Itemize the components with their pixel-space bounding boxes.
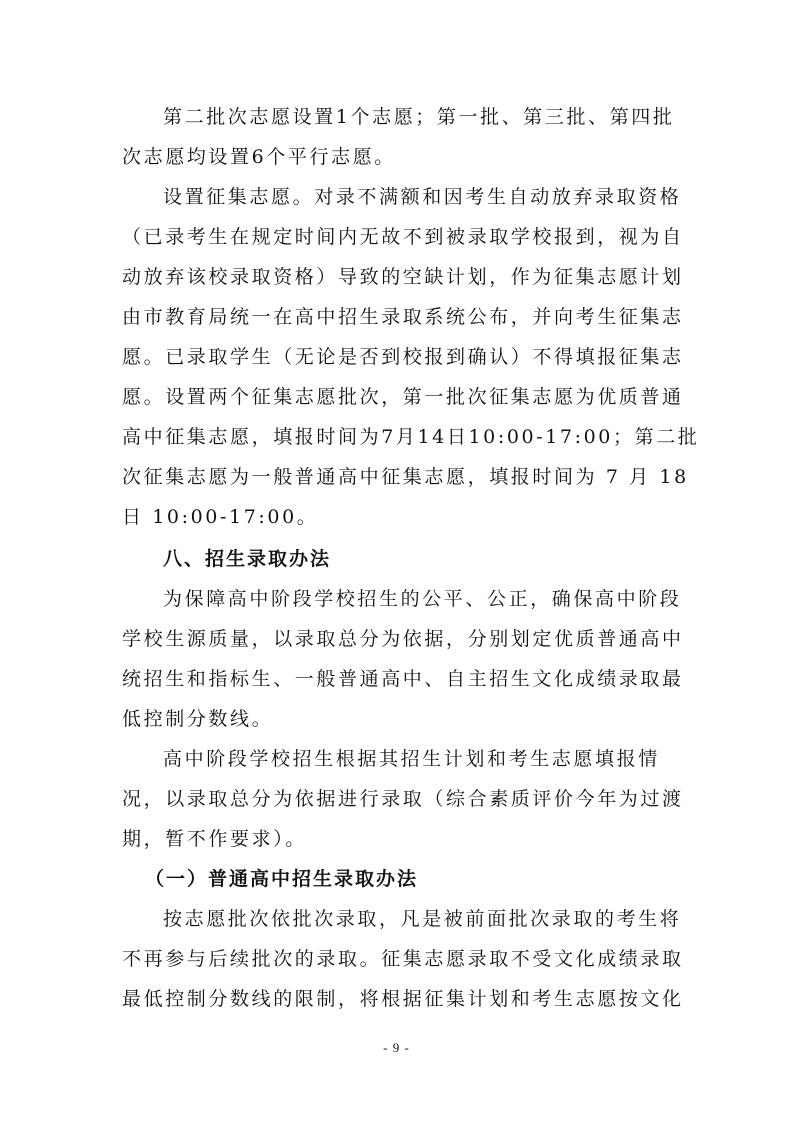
- paragraph-line: 高中阶段学校招生根据其招生计划和考生志愿填报情: [163, 748, 660, 770]
- paragraph-line: 第二批次志愿设置1个志愿；第一批、第三批、第四批: [163, 106, 675, 128]
- paragraph-line: 日 10:00-17:00。: [122, 506, 319, 528]
- section-heading: 八、招生录取办法: [163, 548, 332, 570]
- paragraph-line: 设置征集志愿。对录不满额和因考生自动放弃录取资格: [163, 186, 682, 208]
- paragraph-line: 期，暂不作要求）。: [122, 828, 307, 850]
- paragraph-line: 低控制分数线。: [122, 708, 274, 730]
- paragraph-line: 愿。已录取学生（无论是否到校报到确认）不得填报征集志: [122, 346, 684, 368]
- paragraph-line: 动放弃该校录取资格）导致的空缺计划，作为征集志愿计划: [122, 266, 684, 288]
- paragraph-line: 由市教育局统一在高中招生录取系统公布，并向考生征集志: [122, 306, 684, 328]
- paragraph-line: 况，以录取总分为依据进行录取（综合素质评价今年为过渡: [122, 788, 684, 810]
- paragraph-line: 最低控制分数线的限制，将根据征集计划和考生志愿按文化: [122, 988, 684, 1010]
- subsection-heading: （一）普通高中招生录取办法: [145, 868, 419, 890]
- paragraph-line: 次志愿均设置6个平行志愿。: [122, 146, 396, 168]
- paragraph-line: 高中征集志愿，填报时间为7月14日10:00-17:00；第二批: [122, 426, 700, 448]
- paragraph-line: （已录考生在规定时间内无故不到被录取学校报到，视为自: [122, 226, 684, 248]
- paragraph-line: 次征集志愿为一般普通高中征集志愿，填报时间为 7 月 18: [122, 466, 689, 488]
- paragraph-line: 愿。设置两个征集志愿批次，第一批次征集志愿为优质普通: [122, 386, 684, 408]
- paragraph-line: 为保障高中阶段学校招生的公平、公正，确保高中阶段: [163, 588, 682, 610]
- paragraph-line: 统招生和指标生、一般普通高中、自主招生文化成绩录取最: [122, 668, 684, 690]
- paragraph-line: 不再参与后续批次的录取。征集志愿录取不受文化成绩录取: [122, 948, 684, 970]
- paragraph-line: 学校生源质量，以录取总分为依据，分别划定优质普通高中: [122, 628, 684, 650]
- paragraph-line: 按志愿批次依批次录取，凡是被前面批次录取的考生将: [163, 908, 682, 930]
- page-number: - 9 -: [383, 1040, 410, 1055]
